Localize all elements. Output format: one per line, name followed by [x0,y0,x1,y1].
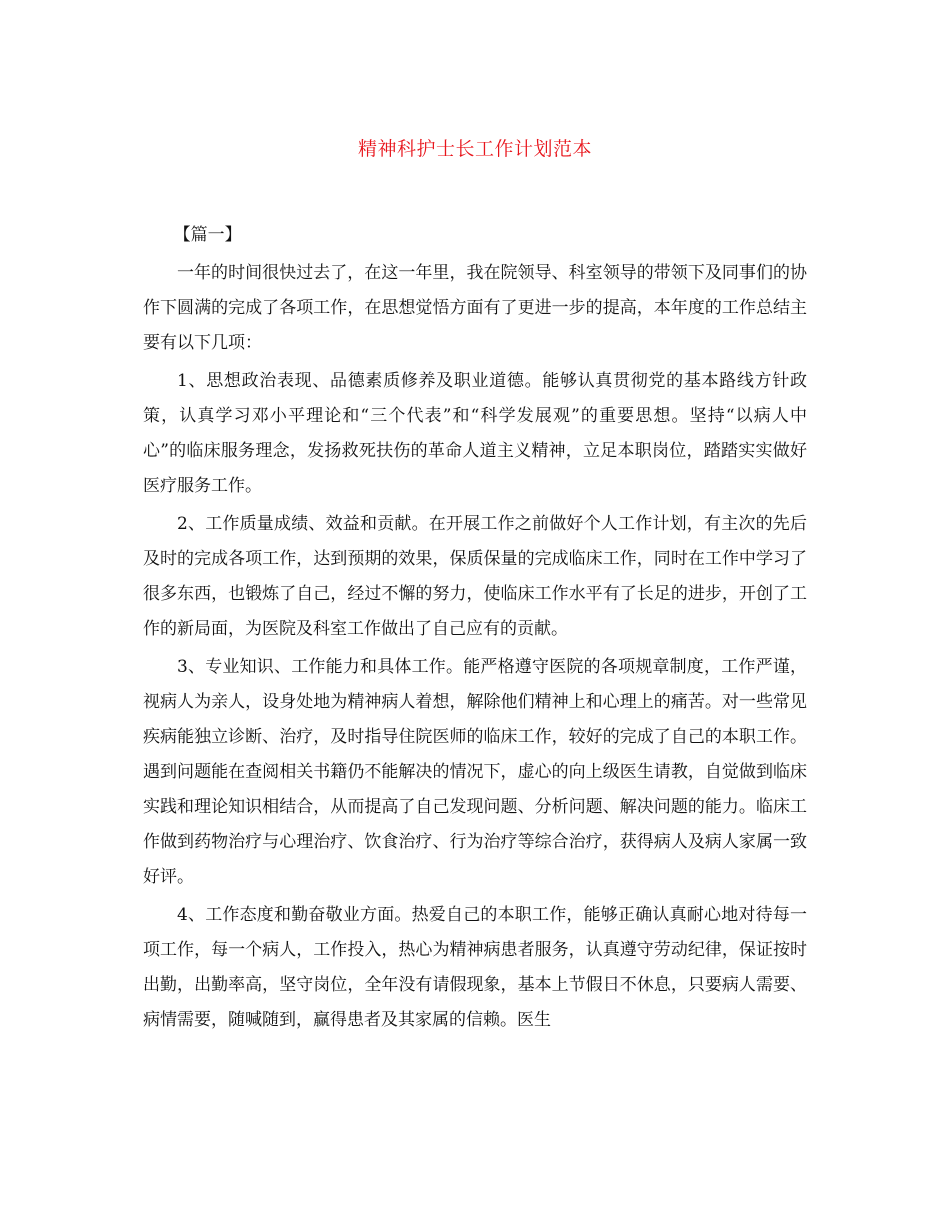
paragraph-item-2: 2、工作质量成绩、效益和贡献。在开展工作之前做好个人工作计划，有主次的先后及时的完成各项工作，达到预期的效果，保质保量的完成临床工作，同时在工作中学习了很多东西，也锻炼了自己，经过不懈的努力，使临床工作水平有了长足的进步，开创了工作的新局面，为医院及科室工作做出了自己应有的贡献。 [143,514,807,639]
section-heading: 【篇一】 [173,225,242,245]
paragraph-intro: 一年的时间很快过去了，在这一年里，我在院领导、科室领导的带领下及同事们的协作下圆满的完成了各项工作，在思想觉悟方面有了更进一步的提高，本年度的工作总结主要有以下几项： [143,263,807,353]
document-body [143,218,807,1038]
paragraph-item-4: 4、工作态度和勤奋敬业方面。热爱自己的本职工作，能够正确认真耐心地对待每一项工作，每一个病人，工作投入，热心为精神病患者服务，认真遵守劳动纪律，保证按时出勤，出勤率高，坚守岗位，全年没有请假现象，基本上节假日不休息，只要病人需要、病情需要，随喊随到，赢得患者及其家属的信赖。医生 [143,905,807,1030]
paragraph-item-1: 1、思想政治表现、品德素质修养及职业道德。能够认真贯彻党的基本路线方针政策，认真学习邓小平理论和“三个代表”和“科学发展观”的重要思想。坚持“以病人中心”的临床服务理念，发扬救死扶伤的革命人道主义精神，立足本职岗位，踏踏实实做好医疗服务工作。 [143,371,807,496]
paragraph-item-3: 3、专业知识、工作能力和具体工作。能严格遵守医院的各项规章制度，工作严谨，视病人为亲人，设身处地为精神病人着想，解除他们精神上和心理上的痛苦。对一些常见疾病能独立诊断、治疗，及时指导住院医师的临床工作，较好的完成了自己的本职工作。遇到问题能在查阅相关书籍仍不能解决的情况下，虚心的向上级医生请教，自觉做到临床实践和理论知识相结合，从而提高了自己发现问题、分析问题、解决问题的能力。临床工作做到药物治疗与心理治疗、饮食治疗、行为治疗等综合治疗，获得病人及病人家属一致好评。 [143,657,807,887]
document-title: 精神科护士长工作计划范本 [357,138,592,160]
